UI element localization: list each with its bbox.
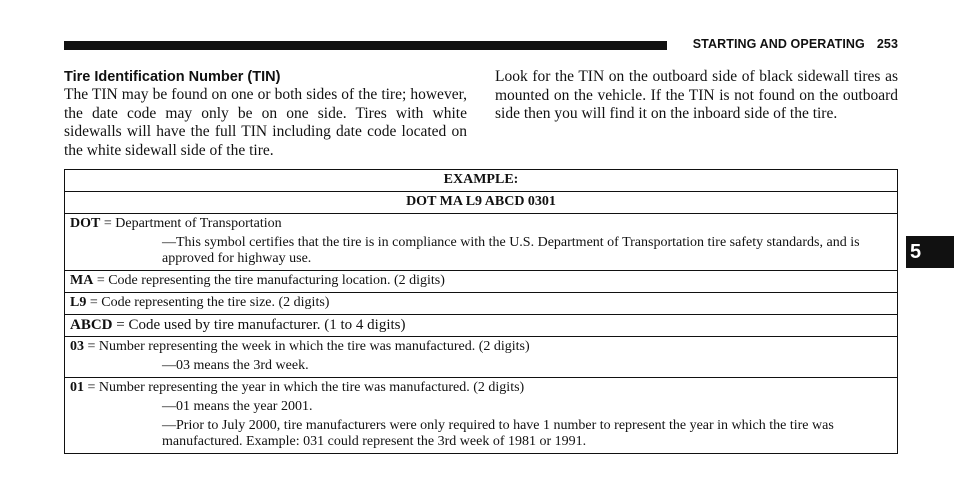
section-title: Tire Identification Number (TIN) (64, 69, 281, 85)
term: MA (70, 273, 94, 288)
definition: = Code representing the tire manufacturing location. (2 digits) (93, 273, 445, 288)
table-row (65, 214, 898, 271)
tin-table (64, 169, 898, 454)
table-row (65, 170, 898, 192)
term: L9 (70, 295, 87, 310)
example-label: EXAMPLE: (65, 170, 898, 192)
table-row (65, 271, 898, 293)
term: DOT (70, 216, 101, 231)
running-header (693, 37, 898, 51)
note: —03 means the 3rd week. (162, 358, 309, 373)
term: 03 (70, 339, 84, 354)
term: ABCD (70, 317, 113, 333)
table-row (65, 337, 898, 378)
header-rule (64, 41, 667, 50)
chapter-tab: 5 (906, 236, 954, 268)
left-body-text: The TIN may be found on one or both sides of the tire; however, the date code may only be on one side. Tires with white sidewalls will have the full TIN including date code located on the white sidewall side of the tire. (64, 86, 467, 159)
definition: = Code representing the tire size. (2 digits) (86, 295, 330, 310)
definition: = Number representing the week in which the tire was manufactured. (2 digits) (84, 339, 530, 354)
section-name: STARTING AND OPERATING (692, 37, 865, 51)
definition: = Number representing the year in which the tire was manufactured. (2 digits) (84, 380, 525, 395)
definition: = Code used by tire manufacturer. (1 to 4 digits) (112, 317, 406, 333)
table-row (65, 378, 898, 454)
table-row (65, 192, 898, 214)
table-row (65, 315, 898, 337)
note: —Prior to July 2000, tire manufacturers were only required to have 1 number to represent the year in which the tire was manufactured. Example: 031 could represent the 3rd week of 1981 or 1991. (162, 418, 834, 449)
right-column (495, 68, 898, 124)
left-column (64, 68, 467, 160)
term: 01 (70, 380, 84, 395)
note: —01 means the year 2001. (162, 399, 313, 414)
example-code: DOT MA L9 ABCD 0301 (65, 192, 898, 214)
definition: = Department of Transportation (100, 216, 282, 231)
right-body-text: Look for the TIN on the outboard side of black sidewall tires as mounted on the vehicle. If the TIN is not found on the outboard side then you will find it on the inboard side of the tire. (495, 68, 898, 122)
note: —This symbol certifies that the tire is in compliance with the U.S. Department of Transportation tire safety standards, and is approved for highway use. (162, 235, 860, 266)
page-number: 253 (876, 37, 898, 51)
table-row (65, 293, 898, 315)
